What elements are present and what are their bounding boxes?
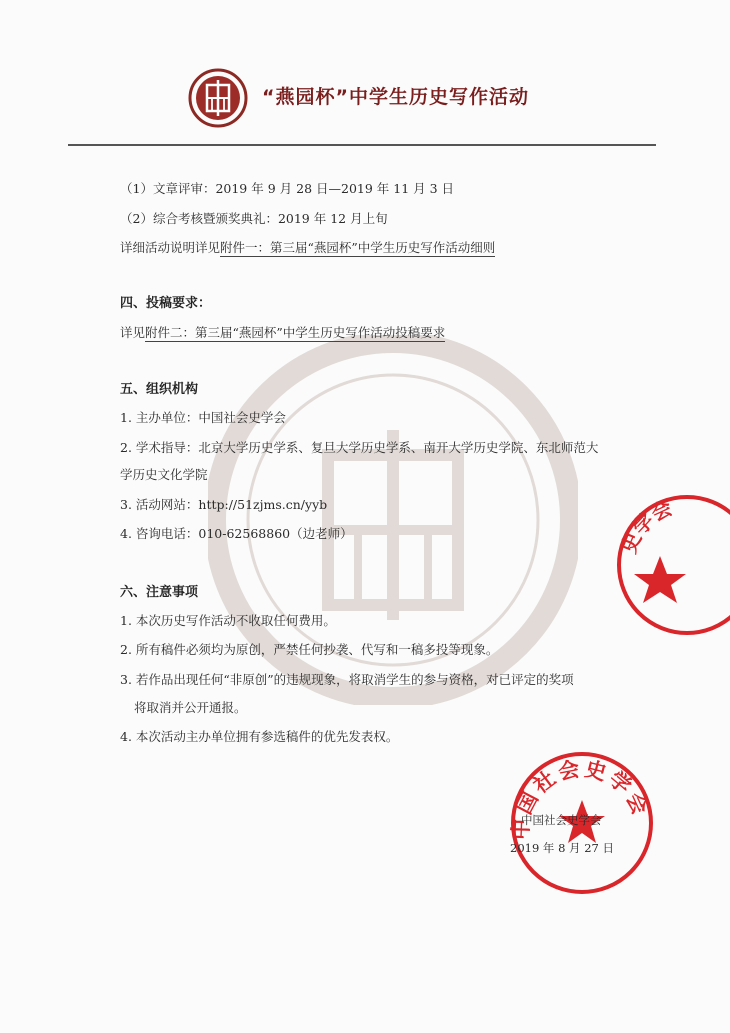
edge-stamp-text: 史学会 [616,495,676,557]
section-4-detail-prefix: 详见 [120,325,146,340]
svg-text:史学会 [616,496,675,557]
note-item-2: 2. 所有稿件必须均为原创，严禁任何抄袭、代写和一稿多投等现象。 [120,642,499,657]
signature-date: 2019 年 8 月 27 日 [510,841,614,855]
edge-official-stamp-icon [612,490,730,640]
org-academic-guidance-cont: 学历史文化学院 [120,467,208,482]
section-6-title: 六、注意事项 [120,585,199,600]
section-4-detail [120,325,445,341]
org-academic-guidance: 2. 学术指导：北京大学历史学系、复旦大学历史学系、南开大学历史学院、东北师范大 [120,440,599,455]
note-item-4: 4. 本次活动主办单位拥有参选稿件的优先发表权。 [120,729,399,744]
attachment-one-link[interactable]: 附件一：第三届“燕园杯”中学生历史写作活动细则 [220,240,496,255]
yanyuan-seal-logo-icon [188,68,248,128]
schedule-item-ceremony: （2）综合考核暨颁奖典礼：2019 年 12 月上旬 [120,211,388,226]
note-item-3-cont: 将取消并公开通报。 [134,700,247,715]
org-phone: 4. 咨询电话：010-62568860（边老师） [120,526,353,541]
section-5-title: 五、组织机构 [120,382,199,397]
section-4-title: 四、投稿要求： [120,296,212,311]
signature-org: 中国社会史学会 [521,813,602,827]
org-website[interactable]: 3. 活动网站：http://51zjms.cn/yyb [120,497,328,512]
note-item-3: 3. 若作品出现任何“非原创”的违规现象，将取消学生的参与资格，对已评定的奖项 [120,672,574,687]
org-host: 1. 主办单位：中国社会史学会 [120,410,286,425]
note-item-1: 1. 本次历史写作活动不收取任何费用。 [120,613,336,628]
schedule-item-review: （1）文章评审：2019 年 9 月 28 日—2019 年 11 月 3 日 [120,181,455,196]
page-title: “燕园杯”中学生历史写作活动 [262,86,529,108]
schedule-detail [120,240,495,256]
main-stamp-text: 中国社会史学会 [508,756,654,841]
attachment-two-link[interactable]: 附件二：第三届“燕园杯”中学生历史写作活动投稿要求 [145,325,446,340]
header-divider [68,144,656,146]
schedule-detail-prefix: 详细活动说明详见 [120,240,221,255]
